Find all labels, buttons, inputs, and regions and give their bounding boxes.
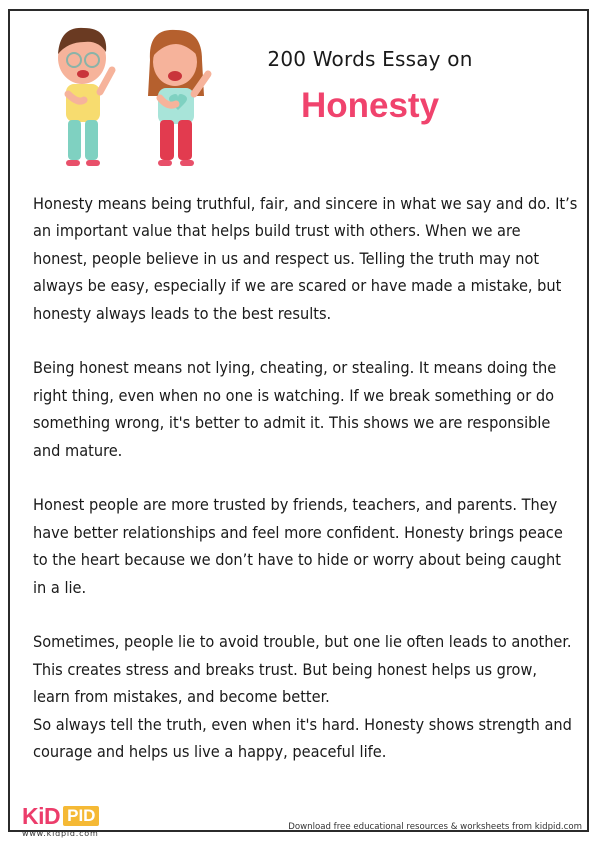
essay-body [33,190,578,793]
essay-paragraph: Honest people are more trusted by friends, teachers, and parents. They have better relationships and feel more confident. Honesty brings peace to the heart because we don’t have to hide or worry about being caught in a lie. [33,495,563,597]
essay-subtitle: 200 Words Essay on [267,47,473,71]
kidpid-logo[interactable] [22,802,112,838]
essay-paragraph: Being honest means not lying, cheating, or stealing. It means doing the right thing, even when no one is watching. If we break something or do something wrong, it's better to admit it. This shows we are responsible and mature. [33,358,557,460]
essay-paragraph: Sometimes, people lie to avoid trouble, but one lie often leads to another. This creates stress and breaks trust. But being honest helps us grow, learn from mistakes, and become better. [33,632,572,707]
essay-paragraph: Honesty means being truthful, fair, and sincere in what we say and do. It’s an important value that helps build trust with others. When we are honest, people believe in us and respect us. Telling the truth may not always be easy, especially if we are scared or have made a mistake, but honesty always leads to the best results. [33,194,578,323]
logo-pid-text: PID [63,806,99,826]
essay-title: Honesty [300,86,440,125]
logo-url[interactable]: www.kidpid.com [22,829,99,838]
essay-paragraph: So always tell the truth, even when it's hard. Honesty shows strength and courage and helps us live a happy, peaceful life. [33,714,572,762]
kids-illustration-icon [40,20,220,180]
footer-download-note: Download free educational resources & worksheets from kidpid.com [288,822,582,832]
logo-mark [22,802,112,829]
logo-kid-text: KiD [22,802,61,829]
